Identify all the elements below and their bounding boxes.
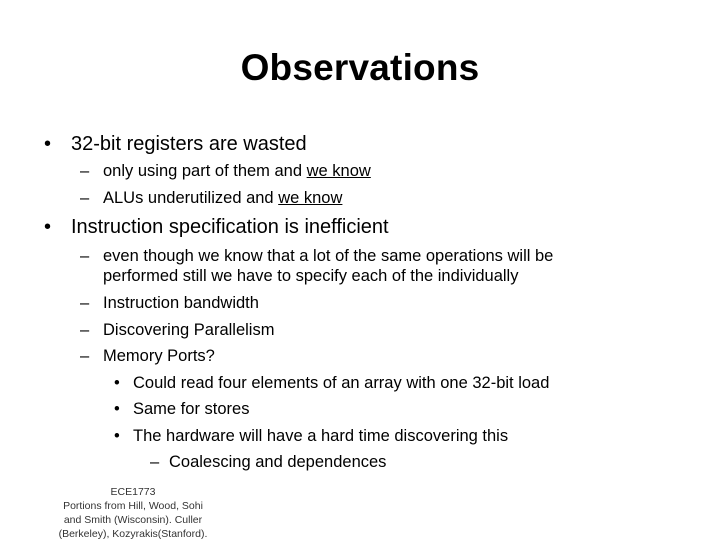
dash-marker: – xyxy=(80,294,90,312)
bullet-marker: • xyxy=(114,400,120,418)
sub-item-text: ALUs underutilized and xyxy=(103,189,279,207)
sub-item-discovering-parallelism: Discovering Parallelism xyxy=(103,321,275,339)
sub-item-text: only using part of them and xyxy=(103,162,307,180)
footer-credits-line: Portions from Hill, Wood, Sohi xyxy=(63,500,203,512)
dash-marker: – xyxy=(80,321,90,339)
sub-item-alus-underutilized xyxy=(103,187,342,209)
dash-marker: – xyxy=(150,453,160,471)
bullet-marker: • xyxy=(114,374,120,392)
dash-marker: – xyxy=(80,189,90,207)
dash-marker: – xyxy=(80,162,90,180)
subsub-item-hardware-hard-time: The hardware will have a hard time discovering this xyxy=(133,427,509,445)
footer-credits-line: and Smith (Wisconsin). Culler xyxy=(63,514,203,526)
footer-course: ECE1773 xyxy=(110,486,156,498)
sub-item-part-of-them xyxy=(103,160,371,182)
footer-credits-line: (Berkeley), Kozyrakis(Stanford). xyxy=(58,528,208,540)
bullet-instruction-spec: Instruction specification is inefficient xyxy=(71,216,389,238)
sub-item-even-though-line1: even though we know that a lot of the same operations will be xyxy=(103,247,554,265)
slide-title: Observations xyxy=(240,47,480,88)
bullet-marker: • xyxy=(114,427,120,445)
sub-item-instruction-bandwidth: Instruction bandwidth xyxy=(103,294,259,312)
slide-footer xyxy=(38,485,228,541)
subsub-item-same-for-stores: Same for stores xyxy=(133,400,250,418)
bullet-marker: • xyxy=(44,133,52,155)
we-know-underlined: we know xyxy=(306,162,371,180)
we-know-underlined: we know xyxy=(278,189,343,207)
bullet-marker: • xyxy=(44,216,52,238)
sub-item-even-though-line2: performed still we have to specify each of the individually xyxy=(103,267,519,285)
subsub-item-read-four: Could read four elements of an array with one 32-bit load xyxy=(133,374,550,392)
subsubsub-item-coalescing: Coalescing and dependences xyxy=(169,453,387,471)
bullet-registers-wasted: 32-bit registers are wasted xyxy=(71,133,307,155)
dash-marker: – xyxy=(80,347,90,365)
dash-marker: – xyxy=(80,247,90,265)
sub-item-memory-ports: Memory Ports? xyxy=(103,347,215,365)
